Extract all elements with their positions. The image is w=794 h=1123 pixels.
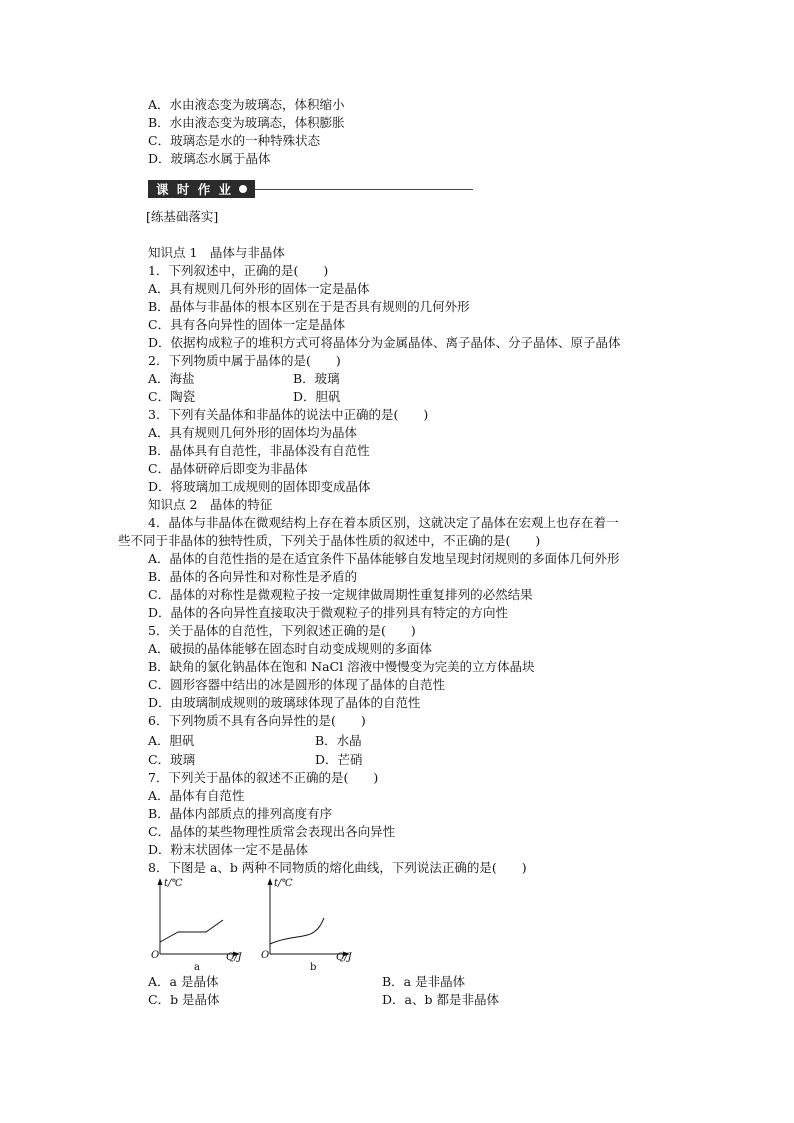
q1-option-b: B．晶体与非晶体的根本区别在于是否具有规则的几何外形 bbox=[148, 299, 470, 314]
q4-option-a: A．晶体的自范性指的是在适宜条件下晶体能够自发地呈现封闭规则的多面体几何外形 bbox=[148, 551, 620, 566]
q1-option-d: D．依据构成粒子的堆积方式可将晶体分为金属晶体、离子晶体、分子晶体、原子晶体 bbox=[148, 335, 621, 350]
q2-stem: 2．下列物质中属于晶体的是( ) bbox=[148, 353, 341, 368]
q6-option-b: B．水晶 bbox=[315, 733, 362, 748]
q8-option-b: B．a 是非晶体 bbox=[382, 974, 466, 989]
q6-stem: 6．下列物质不具有各向异性的是( ) bbox=[148, 713, 366, 728]
banner-title-box bbox=[148, 180, 255, 198]
intro-option-d: D．玻璃态水属于晶体 bbox=[148, 151, 271, 166]
intro-option-b: B．水由液态变为玻璃态，体积膨胀 bbox=[148, 115, 345, 130]
q3-option-d: D．将玻璃加工成规则的固体即变成晶体 bbox=[148, 479, 371, 494]
melting-curve-a bbox=[148, 876, 248, 972]
q3-option-c: C．晶体研碎后即变为非晶体 bbox=[148, 461, 308, 476]
q7-option-c: C．晶体的某些物理性质常会表现出各向异性 bbox=[148, 824, 396, 839]
x-axis-label: Q/J bbox=[336, 952, 352, 963]
q1-option-c: C．具有各向异性的固体一定是晶体 bbox=[148, 317, 346, 332]
q4-stem-line1: 4．晶体与非晶体在微观结构上存在着本质区别，这就决定了晶体在宏观上也存在着一 bbox=[148, 515, 619, 530]
y-axis-label: t/℃ bbox=[164, 878, 183, 889]
q7-option-b: B．晶体内部质点的排列高度有序 bbox=[148, 806, 333, 821]
q4-option-b: B．晶体的各向异性和对称性是矛盾的 bbox=[148, 569, 358, 584]
q2-option-d: D．胆矾 bbox=[293, 389, 341, 404]
x-axis-label: Q/J bbox=[226, 952, 242, 963]
bullet-dot-icon bbox=[239, 185, 247, 193]
q2-option-a: A．海盐 bbox=[148, 371, 195, 386]
origin-label: O bbox=[261, 950, 270, 961]
intro-option-a: A．水由液态变为玻璃态，体积缩小 bbox=[148, 97, 345, 112]
q7-stem: 7．下列关于晶体的叙述不正确的是( ) bbox=[148, 770, 379, 785]
q3-option-b: B．晶体具有自范性，非晶体没有自范性 bbox=[148, 443, 370, 458]
q8-option-a: A．a 是晶体 bbox=[148, 974, 219, 989]
q8-option-d: D．a、b 都是非晶体 bbox=[382, 992, 499, 1007]
q7-option-d: D．粉末状固体一定不是晶体 bbox=[148, 842, 309, 857]
curve-a bbox=[160, 920, 223, 942]
q1-option-a: A．具有规则几何外形的固体一定是晶体 bbox=[148, 281, 370, 296]
section-banner bbox=[148, 180, 473, 198]
q8-stem: 8．下图是 a、b 两种不同物质的熔化曲线，下列说法正确的是( ) bbox=[148, 860, 527, 875]
q6-option-a: A．胆矾 bbox=[148, 733, 195, 748]
graph-caption: b bbox=[310, 962, 317, 972]
knowledge-point-2: 知识点 2 晶体的特征 bbox=[148, 497, 273, 512]
q4-option-d: D．晶体的各向异性直接取决于微观粒子的排列具有特定的方向性 bbox=[148, 605, 509, 620]
y-axis-arrow-icon bbox=[158, 878, 163, 885]
q8-option-c: C．b 是晶体 bbox=[148, 992, 220, 1007]
q3-option-a: A．具有规则几何外形的固体均为晶体 bbox=[148, 425, 358, 440]
knowledge-point-1: 知识点 1 晶体与非晶体 bbox=[148, 245, 285, 260]
origin-label: O bbox=[151, 950, 160, 961]
curve-b bbox=[270, 918, 324, 944]
q1-stem: 1．下列叙述中，正确的是( ) bbox=[148, 263, 329, 278]
q5-option-c: C．圆形容器中结出的冰是圆形的体现了晶体的自范性 bbox=[148, 677, 446, 692]
q2-option-b: B．玻璃 bbox=[293, 371, 340, 386]
y-axis-arrow-icon bbox=[268, 878, 273, 885]
y-axis-label: t/℃ bbox=[274, 878, 293, 889]
q2-option-c: C．陶瓷 bbox=[148, 389, 196, 404]
intro-option-c: C．玻璃态是水的一种特殊状态 bbox=[148, 133, 321, 148]
q5-option-a: A．破损的晶体能够在固态时自动变成规则的多面体 bbox=[148, 641, 433, 656]
q6-option-d: D．芒硝 bbox=[315, 752, 363, 767]
q7-option-a: A．晶体有自范性 bbox=[148, 788, 245, 803]
banner-rule bbox=[255, 189, 473, 190]
q5-stem: 5．关于晶体的自范性，下列叙述正确的是( ) bbox=[148, 623, 416, 638]
q4-option-c: C．晶体的对称性是微观粒子按一定规律做周期性重复排列的必然结果 bbox=[148, 587, 533, 602]
q4-stem-line2: 些不同于非晶体的独特性质，下列关于晶体性质的叙述中，不正确的是( ) bbox=[118, 533, 541, 548]
section-label: [练基础落实] bbox=[146, 209, 219, 224]
q3-stem: 3．下列有关晶体和非晶体的说法中正确的是( ) bbox=[148, 407, 429, 422]
graph-caption: a bbox=[194, 962, 200, 972]
q5-option-d: D．由玻璃制成规则的玻璃球体现了晶体的自范性 bbox=[148, 695, 421, 710]
melting-curve-b bbox=[258, 876, 358, 972]
banner-title: 课 时 作 业 bbox=[156, 182, 234, 197]
q6-option-c: C．玻璃 bbox=[148, 752, 196, 767]
q5-option-b: B．缺角的氯化钠晶体在饱和 NaCl 溶液中慢慢变为完美的立方体晶块 bbox=[148, 659, 535, 674]
